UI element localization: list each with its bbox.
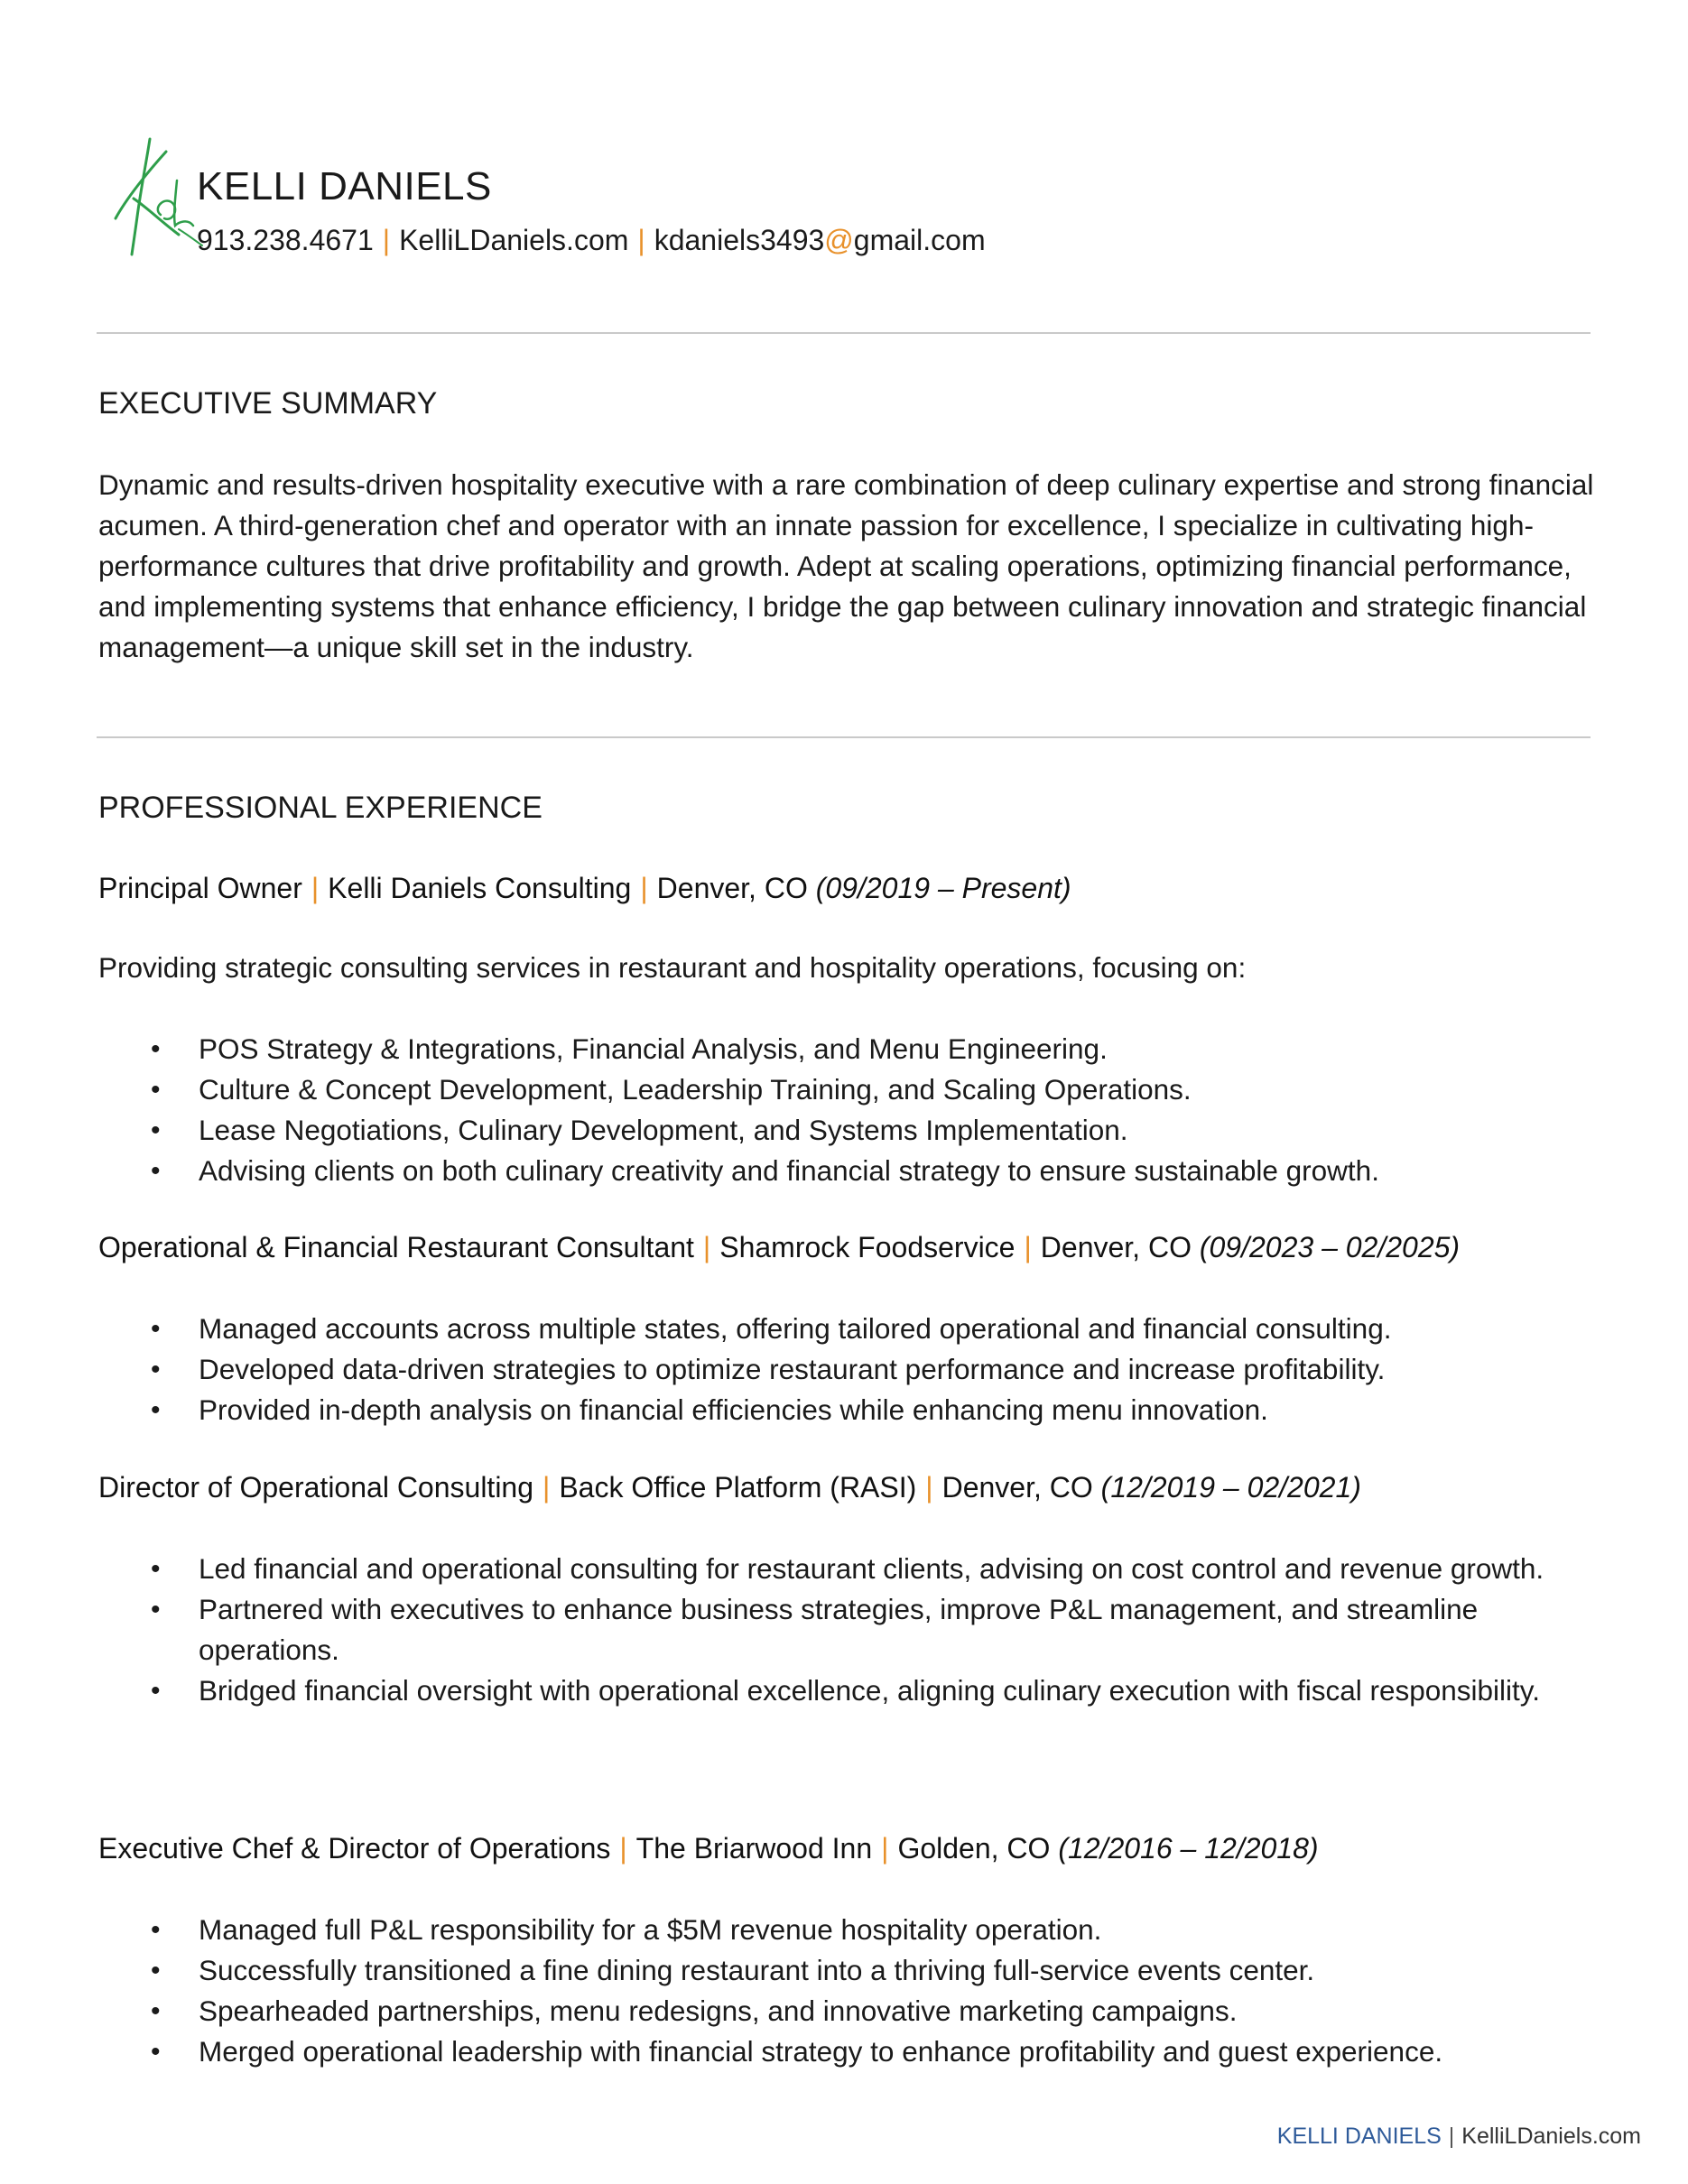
list-item: • Lease Negotiations, Culinary Development, and Systems Implementation. [98,1110,1597,1151]
job-company: Shamrock Foodservice [719,1231,1016,1263]
list-item: • Managed full P&L responsibility for a $5M revenue hospitality operation. [98,1910,1597,1950]
job-dates: (09/2019 – Present) [815,872,1071,904]
job-location: Denver, CO [1040,1231,1192,1263]
job-company: The Briarwood Inn [635,1832,873,1865]
title-separator: | [619,1832,627,1865]
list-item: • Culture & Concept Development, Leadership Training, and Scaling Operations. [98,1069,1597,1110]
monogram-logo [107,135,206,262]
email-at-sign: @ [824,224,854,256]
list-item: • POS Strategy & Integrations, Financial Analysis, and Menu Engineering. [98,1029,1597,1069]
section-title-experience: PROFESSIONAL EXPERIENCE [98,791,543,825]
list-item: • Merged operational leadership with financial strategy to enhance profitability and guest experience. [98,2031,1597,2072]
title-separator: | [1024,1231,1032,1263]
job-dates: (12/2016 – 12/2018) [1058,1832,1319,1865]
title-separator: | [640,872,648,904]
divider [97,332,1591,334]
title-separator: | [543,1471,551,1504]
footer-name: KELLI DANIELS [1276,2124,1442,2149]
job-role: Operational & Financial Restaurant Consultant [98,1231,694,1263]
job-title-line [98,872,1071,905]
job-dates: (12/2019 – 02/2021) [1100,1471,1361,1504]
page-footer [1277,2124,1641,2150]
title-separator: | [702,1231,711,1263]
phone-number: 913.238.4671 [197,224,374,256]
list-item: • Advising clients on both culinary creativity and financial strategy to ensure sustainable growth. [98,1151,1597,1191]
divider [97,736,1591,738]
job-role: Principal Owner [98,872,302,904]
job-location: Denver, CO [656,872,808,904]
website-link[interactable]: KelliLDaniels.com [399,224,629,256]
job-company: Back Office Platform (RASI) [559,1471,917,1504]
list-item: • Partnered with executives to enhance business strategies, improve P&L management, and streamline operations. [98,1589,1597,1670]
candidate-name: KELLI DANIELS [197,164,492,208]
footer-website-link[interactable]: KelliLDaniels.com [1461,2124,1641,2149]
job-role: Director of Operational Consulting [98,1471,534,1504]
email-link[interactable] [654,224,986,256]
list-item: • Developed data-driven strategies to optimize restaurant performance and increase profitability. [98,1349,1597,1390]
job-bullets [98,1309,1597,1430]
job-role: Executive Chef & Director of Operations [98,1832,611,1865]
email-domain: gmail.com [853,224,986,256]
footer-separator: | [1448,2124,1455,2149]
job-bullets [98,1029,1597,1191]
title-separator: | [311,872,320,904]
list-item: • Spearheaded partnerships, menu redesigns, and innovative marketing campaigns. [98,1991,1597,2031]
job-dates: (09/2023 – 02/2025) [1199,1231,1461,1263]
list-item: • Led financial and operational consulting for restaurant clients, advising on cost control and revenue growth. [98,1549,1597,1589]
job-bullets [98,1910,1597,2072]
title-separator: | [881,1832,889,1865]
contact-separator: | [382,224,391,256]
list-item: • Managed accounts across multiple states, offering tailored operational and financial consulting. [98,1309,1597,1349]
job-location: Denver, CO [941,1471,1093,1504]
job-intro: Providing strategic consulting services in restaurant and hospitality operations, focusing on: [98,951,1247,984]
job-title-line [98,1471,1361,1504]
list-item: • Provided in-depth analysis on financial efficiencies while enhancing menu innovation. [98,1390,1597,1430]
contact-line [197,224,986,257]
list-item: • Successfully transitioned a fine dining restaurant into a thriving full-service events center. [98,1950,1597,1991]
job-bullets [98,1549,1597,1711]
list-item: • Bridged financial oversight with operational excellence, aligning culinary execution with fiscal responsibility. [98,1670,1597,1711]
job-company: Kelli Daniels Consulting [328,872,632,904]
job-location: Golden, CO [897,1832,1051,1865]
email-user: kdaniels3493 [654,224,825,256]
job-title-line [98,1231,1460,1264]
job-title-line [98,1832,1319,1865]
contact-separator: | [637,224,645,256]
section-title-summary: EXECUTIVE SUMMARY [98,386,438,421]
summary-text: Dynamic and results-driven hospitality executive with a rare combination of deep culinary expertise and strong financial acumen. A third-generation chef and operator with an innate passion for excellence, I specialize in cultivating high-performance cultures that drive profitability and growth. Adept at scaling operations, optimizing financial performance, and implementing systems that enhance efficiency, I bridge the gap between culinary innovation and strategic financial management—a unique skill set in the industry. [98,468,1594,663]
title-separator: | [925,1471,933,1504]
